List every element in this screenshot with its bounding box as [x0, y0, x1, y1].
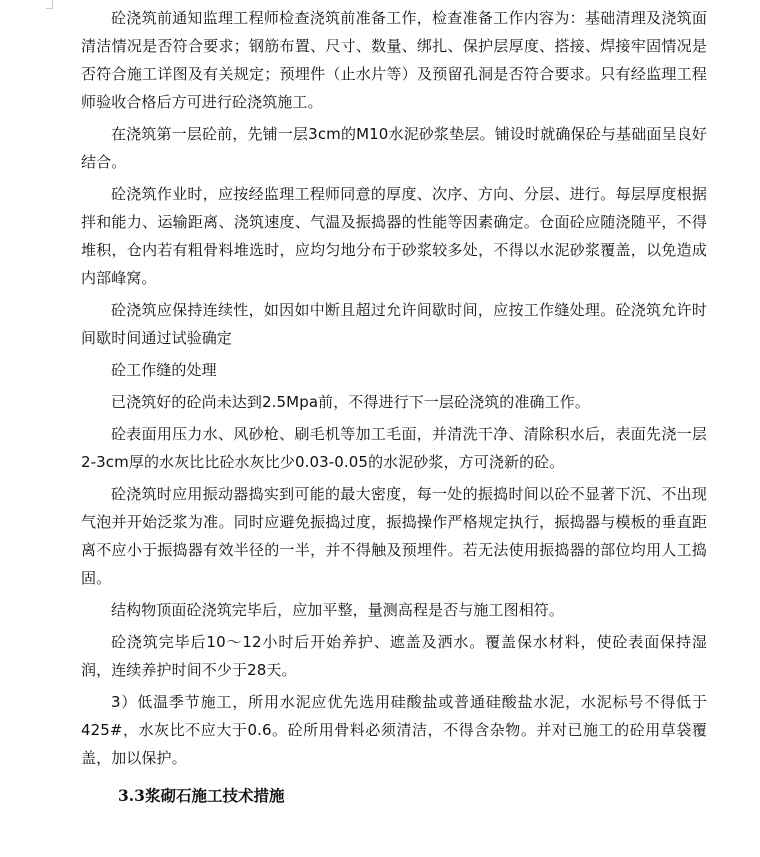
paragraph-continuity: 砼浇筑应保持连续性，如因如中断且超过允许间歇时间，应按工作缝处理。砼浇筑允许时间歇时间通过试验确定 — [81, 301, 707, 347]
paragraph-joint-heading: 砼工作缝的处理 — [111, 361, 217, 379]
margin-corner-mark-horizontal — [46, 8, 53, 9]
paragraph-top-surface: 结构物顶面砼浇筑完毕后，应加平整，量测高程是否与施工图相符。 — [111, 601, 565, 619]
paragraph-low-temperature: 3）低温季节施工，所用水泥应优先选用硅酸盐或普通硅酸盐水泥，水泥标号不得低于425#，水灰比不应大于0.6。砼所用骨料必须清洁，不得含杂物。并对已施工的砼用草袋覆盖，加以保护。 — [81, 693, 707, 767]
margin-corner-mark — [52, 0, 53, 8]
paragraph-vibration: 砼浇筑时应用振动器捣实到可能的最大密度，每一处的振捣时间以砼不显著下沉、不出现气泡并开始泛浆为准。同时应避免振捣过度，振捣操作严格规定执行，振捣器与模板的垂直距离不应小于振捣器有效半径的一半，并不得触及预埋件。若无法使用振捣器的部位均用人工捣固。 — [81, 485, 707, 587]
paragraph-curing: 砼浇筑完毕后10～12小时后开始养护、遮盖及洒水。覆盖保水材料，使砼表面保持湿润，连续养护时间不少于28天。 — [81, 633, 707, 679]
paragraph-pre-pour-inspection: 砼浇筑前通知监理工程师检查浇筑前准备工作，检查准备工作内容为：基础清理及浇筑面清洁情况是否符合要求；钢筋布置、尺寸、数量、绑扎、保护层厚度、搭接、焊接牢固情况是否符合施工详图及有关规定；预埋件（止水片等）及预留孔洞是否符合要求。只有经监理工程师验收合格后方可进行砼浇筑施工。 — [81, 9, 707, 111]
paragraph-strength-requirement: 已浇筑好的砼尚未达到2.5Mpa前，不得进行下一层砼浇筑的准确工作。 — [111, 393, 590, 411]
section-heading: 3.3浆砌石施工技术措施 — [118, 786, 285, 805]
paragraph-surface-treatment: 砼表面用压力水、风砂枪、刷毛机等加工毛面，并清洗干净、清除积水后，表面先浇一层2-3cm厚的水灰比比砼水灰比少0.03-0.05的水泥砂浆，方可浇新的砼。 — [81, 425, 707, 471]
document-body — [81, 4, 707, 810]
paragraph-mortar-bed: 在浇筑第一层砼前，先铺一层3cm的M10水泥砂浆垫层。铺设时就确保砼与基础面呈良好结合。 — [81, 125, 707, 171]
paragraph-pouring-operation: 砼浇筑作业时，应按经监理工程师同意的厚度、次序、方向、分层、进行。每层厚度根据拌和能力、运输距离、浇筑速度、气温及振捣器的性能等因素确定。仓面砼应随浇随平，不得堆积，仓内若有粗骨料堆选时，应均匀地分布于砂浆较多处，不得以水泥砂浆覆盖，以免造成内部峰窝。 — [81, 185, 707, 287]
